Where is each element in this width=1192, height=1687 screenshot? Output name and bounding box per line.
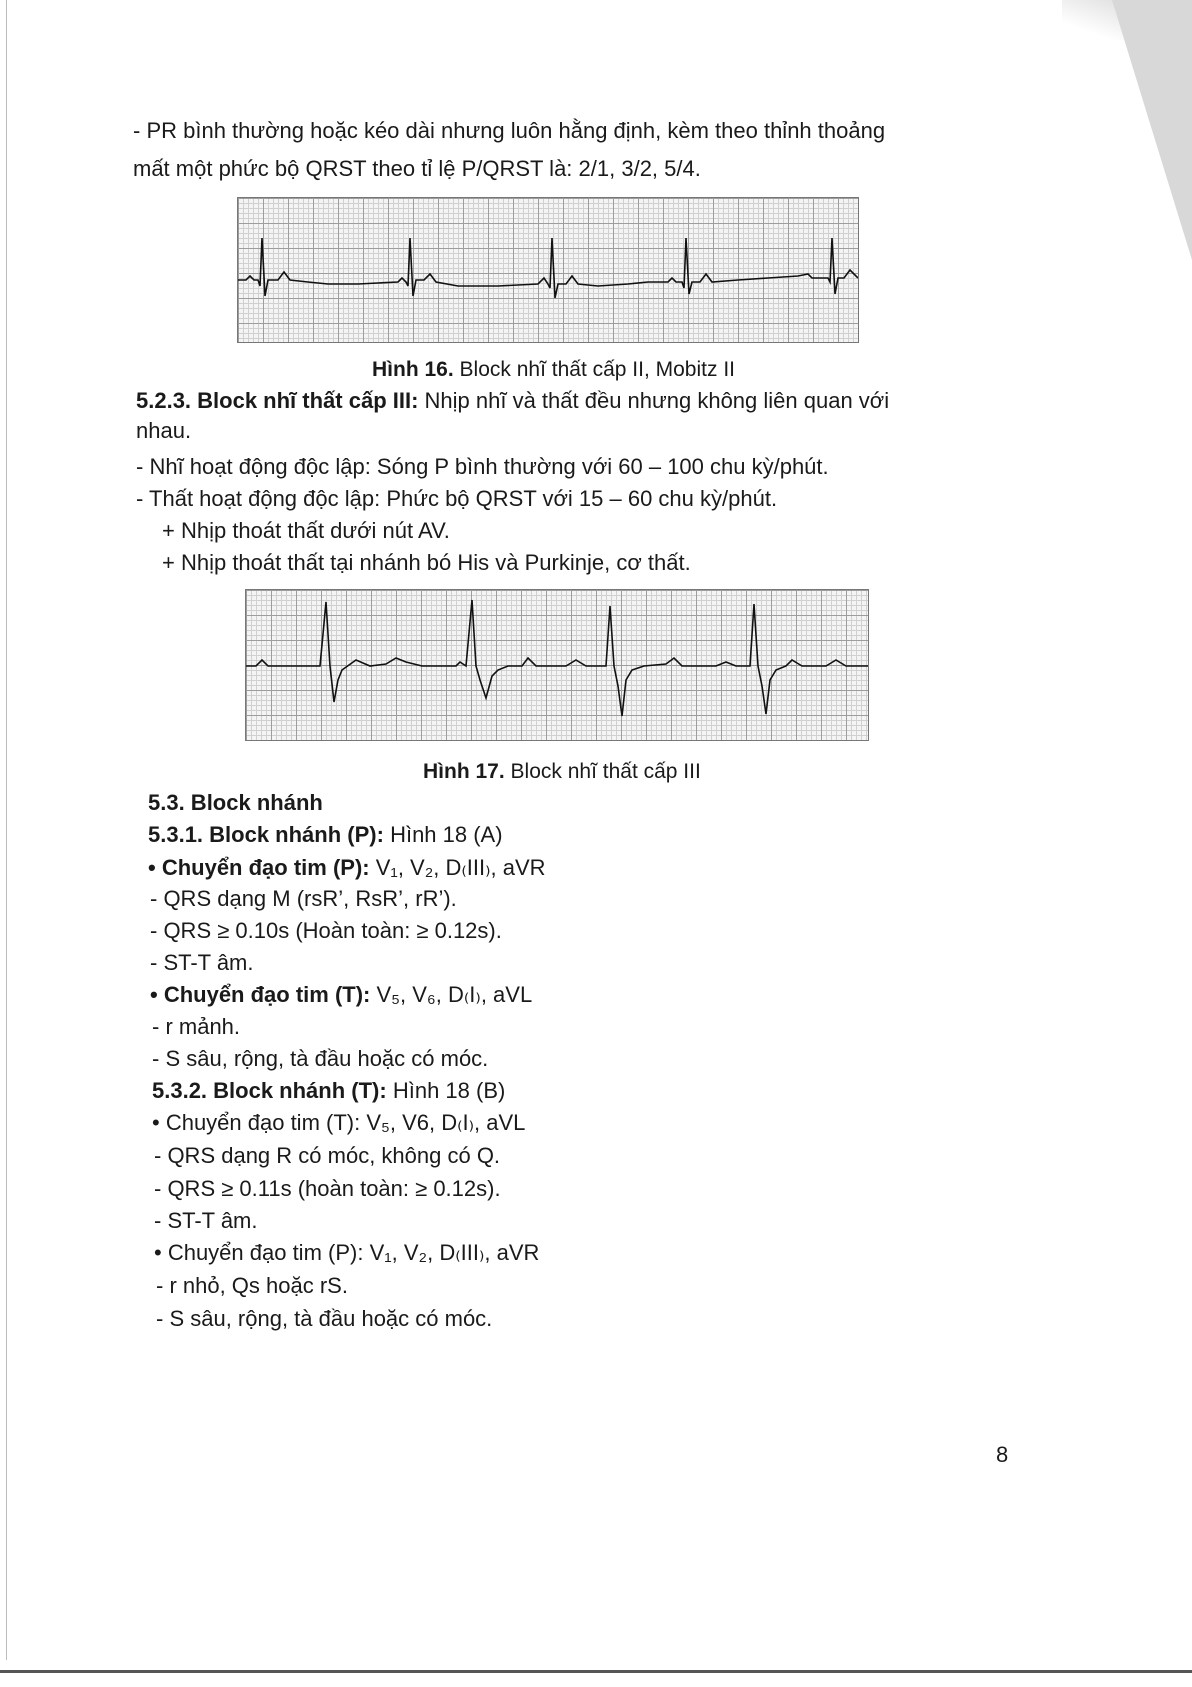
section-5-3-1-heading: 5.3.1. Block nhánh (P): — [148, 822, 384, 847]
list-item: - QRS dạng M (rsR’, RsR’, rR’). — [150, 886, 457, 911]
list-item: - r mảnh. — [152, 1014, 241, 1039]
list-item: - ST-T âm. — [154, 1208, 258, 1233]
figure-16-text: Block nhĩ thất cấp II, Mobitz II — [459, 358, 735, 381]
list-item: - QRS ≥ 0.10s (Hoàn toàn: ≥ 0.12s). — [150, 918, 502, 943]
section-5-3-1-ref: Hình 18 (A) — [390, 822, 503, 847]
top-text-line-1: - PR bình thường hoặc kéo dài nhưng luôn hằng định, kèm theo thỉnh thoảng — [133, 118, 886, 143]
section-5-3-2-heading: 5.3.2. Block nhánh (T): — [152, 1078, 387, 1103]
section-5-3-2-line — [152, 1076, 505, 1106]
figure-17-text: Block nhĩ thất cấp III — [510, 760, 701, 783]
lead2-value: V₅, V₆, D₍I₎, aVL — [376, 982, 533, 1007]
ecg-trace-17 — [246, 590, 868, 740]
section-5-3-1-lead1 — [148, 853, 546, 883]
lead2-label: • Chuyển đạo tim (T): — [150, 982, 371, 1007]
section-5-2-3-text-cont: nhau. — [136, 418, 192, 443]
list-item: - QRS ≥ 0.11s (hoàn toàn: ≥ 0.12s). — [154, 1176, 501, 1201]
section-5-2-3-heading: 5.2.3. Block nhĩ thất cấp III: — [136, 388, 419, 413]
list-item: - Thất hoạt động độc lập: Phức bộ QRST với 15 – 60 chu kỳ/phút. — [136, 486, 778, 511]
section-5-2-3-line — [136, 386, 889, 416]
section-5-3-1-lead2 — [150, 980, 532, 1010]
scan-left-edge — [6, 0, 7, 1660]
list-item: - ST-T âm. — [150, 950, 254, 975]
list-item: - r nhỏ, Qs hoặc rS. — [156, 1273, 348, 1298]
section-5-3-1-line — [148, 820, 503, 850]
figure-17-caption — [423, 760, 701, 784]
scan-bottom-edge — [0, 1670, 1192, 1673]
lead1-value: V₁, V₂, D₍III₎, aVR — [375, 855, 546, 880]
section-5-3-2-ref: Hình 18 (B) — [392, 1078, 506, 1103]
figure-16-label: Hình 16. — [372, 358, 454, 381]
scan-page-edge — [1112, 0, 1192, 260]
figure-16-caption — [372, 358, 735, 382]
ecg-trace-16 — [238, 198, 858, 342]
list-item: - Nhĩ hoạt động độc lập: Sóng P bình thường với 60 – 100 chu kỳ/phút. — [136, 454, 829, 479]
top-text-line-2: mất một phức bộ QRST theo tỉ lệ P/QRST là: 2/1, 3/2, 5/4. — [133, 156, 701, 181]
page-number: 8 — [996, 1442, 1009, 1467]
list-item: + Nhịp thoát thất dưới nút AV. — [162, 518, 450, 543]
figure-17-label: Hình 17. — [423, 760, 505, 783]
ecg-figure-17 — [245, 589, 869, 741]
lead1-label: • Chuyển đạo tim (P): — [148, 855, 370, 880]
section-5-2-3-text: Nhịp nhĩ và thất đều nhưng không liên quan với — [424, 388, 890, 413]
section-5-3-2-lead2: • Chuyển đạo tim (P): V₁, V₂, D₍III₎, aVR — [154, 1240, 540, 1265]
section-5-3-2-lead1: • Chuyển đạo tim (T): V₅, V6, D₍I₎, aVL — [152, 1110, 526, 1135]
list-item: - QRS dạng R có móc, không có Q. — [154, 1143, 501, 1168]
list-item: + Nhịp thoát thất tại nhánh bó His và Purkinje, cơ thất. — [162, 550, 691, 575]
section-5-3-heading: 5.3. Block nhánh — [148, 790, 323, 815]
ecg-figure-16 — [237, 197, 859, 343]
list-item: - S sâu, rộng, tà đầu hoặc có móc. — [156, 1306, 493, 1331]
list-item: - S sâu, rộng, tà đầu hoặc có móc. — [152, 1046, 489, 1071]
